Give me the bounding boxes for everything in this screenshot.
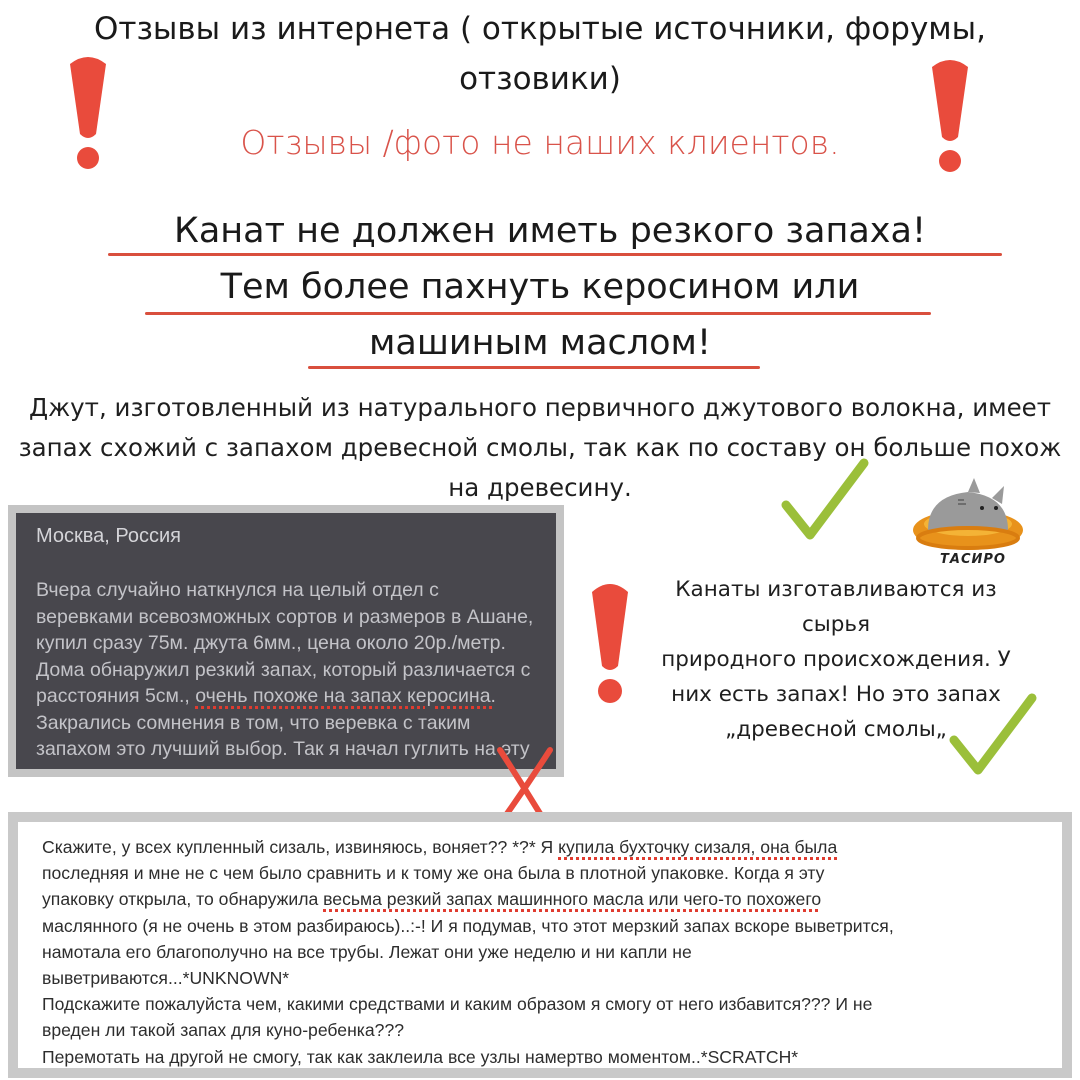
review2-line: вреден ли такой запах для куно-ребенка???: [42, 1020, 405, 1041]
review2-highlight-oil: весьма резкий запах машинного масла или чего-то похожего: [323, 889, 822, 910]
review2-line: выветриваются...*UNKNOWN*: [42, 968, 290, 989]
claim-line-1: Канат не должен иметь резкого запаха!: [174, 211, 926, 251]
claim-line-3: машиным маслом!: [369, 323, 711, 363]
review2-text: маслянного (я не очень в этом разбираюсь): [42, 915, 401, 936]
jute-description: Джут, изготовленный из натурального первичного джутового волокна, имеет запах схожий с запахом древесной смолы, так как по составу он больше похож на древесину.: [18, 393, 1062, 502]
review2-highlight: купила бухточку сизаля, она была: [558, 837, 838, 857]
side-note-line: „древесной смолы„: [725, 717, 947, 742]
review-highlight-kerosene: очень похоже на запах керосина.: [195, 685, 496, 707]
page-title: Отзывы из интернета ( открытые источники, форумы, отзовики): [93, 11, 987, 97]
review2-line: [42, 913, 1046, 939]
review2-text: упаковку открыла, то обнаружила: [42, 889, 324, 910]
review-text: [36, 577, 536, 763]
page-subtitle: Отзывы /фото не наших клиентов.: [240, 123, 840, 162]
review2-line: Перемотать на другой не смогу, так как заклеила все узлы намертво моментом..*SCRATCH*: [42, 1046, 799, 1067]
side-note-line: них есть запах! Но это запах: [671, 682, 1001, 707]
review-card-sisal: [8, 812, 1072, 1078]
claim-underline-2: [145, 312, 931, 315]
checkmark-icon-top: [780, 455, 870, 545]
review2-text: ..:-! И я подумав, что этот мерзкий запах вскоре выветрится,: [400, 915, 894, 936]
review2-line: последняя и мне не с чем было сравнить и к тому же она была в плотной упаковке. Когда я эту: [42, 863, 825, 884]
claim-underline-3: [308, 366, 760, 369]
logo-text: ТАСИРО: [940, 552, 1006, 567]
side-note: [636, 572, 1036, 747]
review-card-moscow: [8, 505, 564, 777]
review2-line: намотала его благополучно на все трубы. Лежат они уже неделю и ни капли не: [42, 941, 692, 962]
review2-line: [42, 886, 1046, 912]
claim-line-2: Тем более пахнуть керосином или: [220, 267, 860, 307]
review2-line: [42, 834, 1046, 860]
review-location: Москва, Россия: [36, 525, 181, 547]
exclamation-icon-middle: [582, 578, 638, 708]
review-text-part: Закрались сомнения в том, что веревка с таким запахом это лучший выбор. Так я начал гуглить на эту: [36, 711, 530, 760]
review2-text: Скажите, у всех купленный сизаль, извиняюсь, воняет?? *?* Я: [42, 837, 559, 857]
claim-underline-1: [108, 253, 1002, 256]
side-note-line: природного происхождения. У: [661, 647, 1011, 672]
side-note-line: Канаты изготавливаются из: [675, 577, 997, 602]
review-text-part: Вчера случайно наткнулся на целый отдел с веревками всевозможных сортов и размеров в Ашане, купил сразу 75м. джута 6мм., цена около 20р./метр. Дома обнаружил резкий запах, который различается с расстояния 5см.,: [36, 579, 534, 707]
review2-line: Подскажите пожалуйста чем, какими средствами и каким образом я смогу от него избавится??? И не: [42, 994, 873, 1015]
cat-logo-icon: [908, 474, 1028, 556]
side-note-line: сырья: [801, 612, 871, 637]
